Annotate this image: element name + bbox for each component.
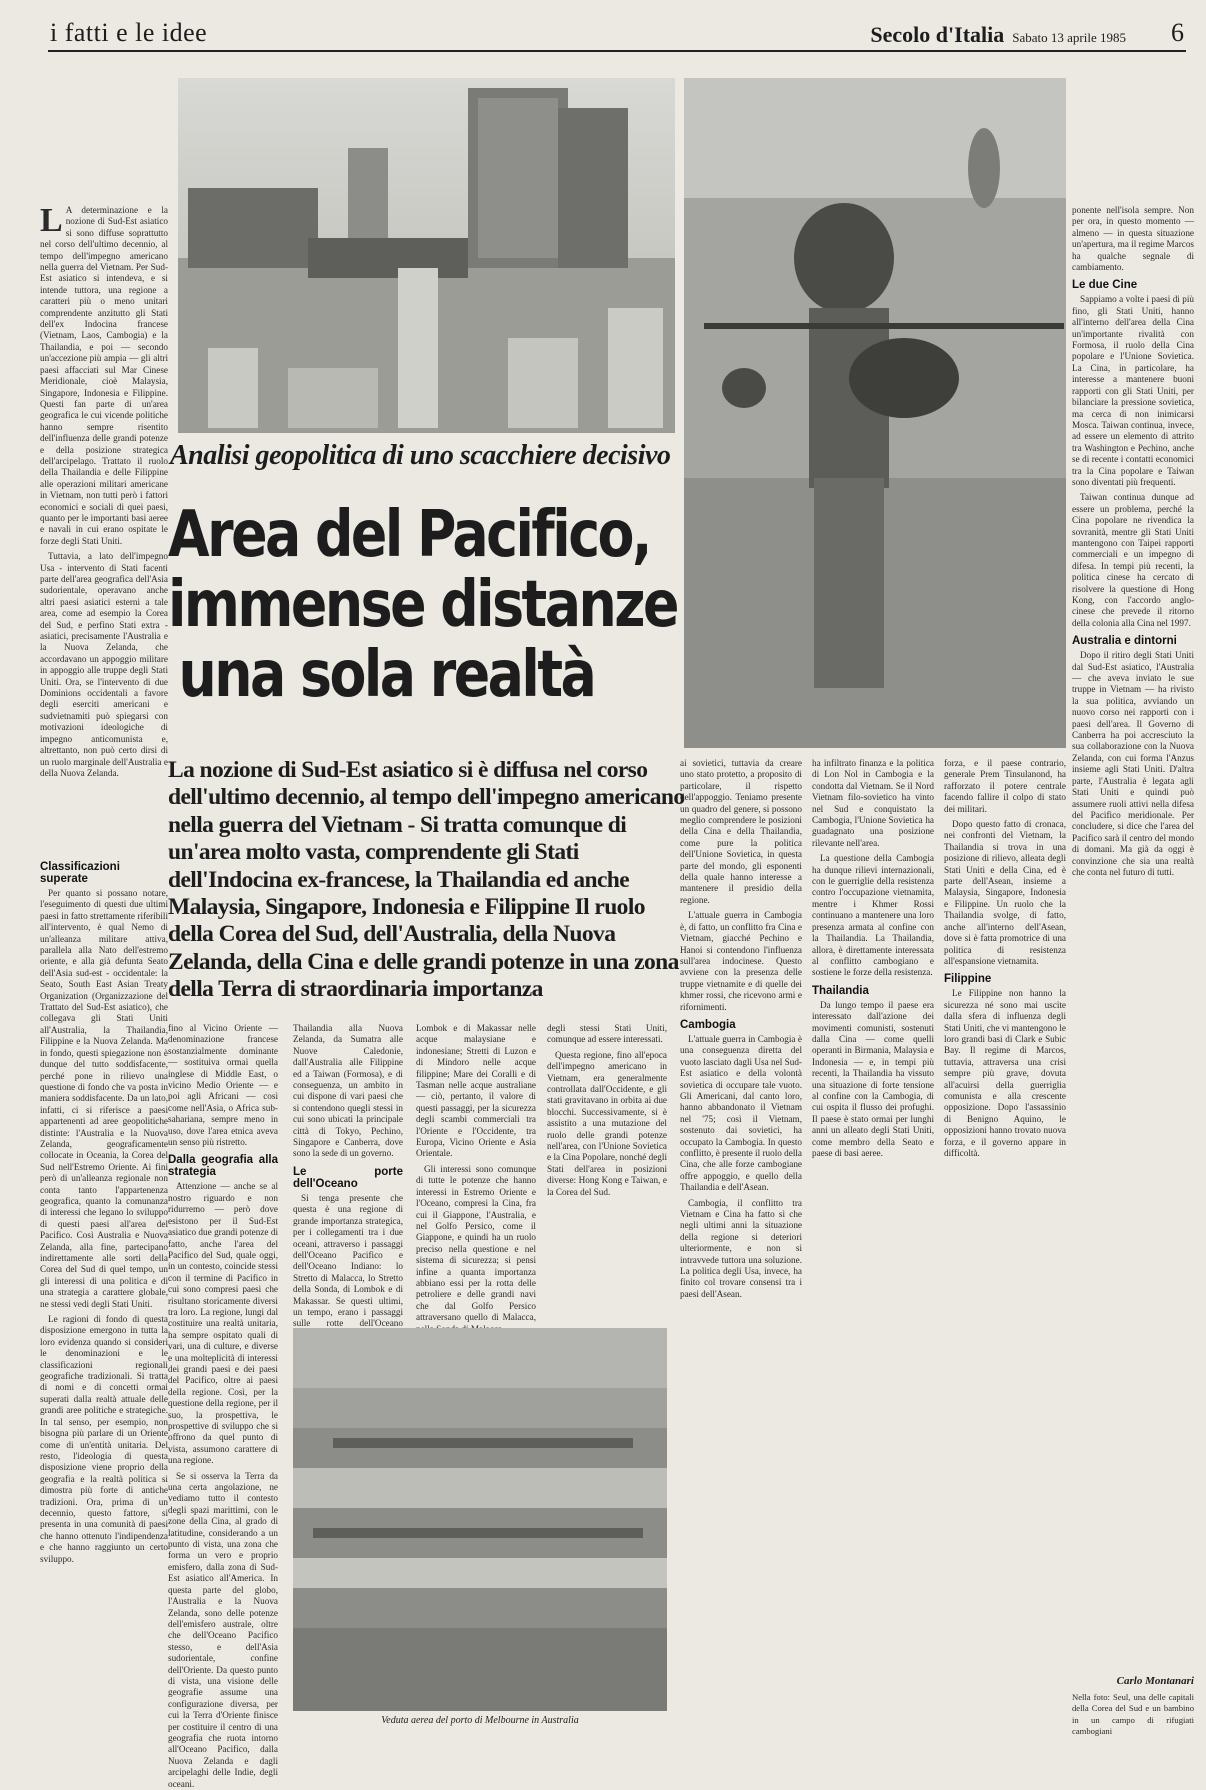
col5-text: degli stessi Stati Uniti, comunque ad essere interessati.: [547, 1023, 667, 1045]
col8-b: Dopo questo fatto di cronaca, nei confronti del Vietnam, la Thailandia si trova in una posizione di rilievo, alleata degli Stati Uniti e della Cina, ed è parte dell'Asean, insieme a Malaysia, Singapore, Indonesia e Filippine. Un ruolo che la Thailandia svolge, di fatto, anche all'interno dell'Asean, dove si è fatta promotrice di una politica di resistenza all'espansione vietnamita.: [944, 819, 1066, 966]
col2-c: Se si osserva la Terra da una certa angolazione, ne vediamo tutto il contesto degli spazi marittimi, con le zone della Cina, al grado di latitudine, considerando a un punto di vista, una zona che forma un vero e proprio emisfero, dalla zona di Sud-Est asiatico all'America. In questa parte del globo, l'Australia e la Nuova Zelanda, sono delle potenze dell'emisfero australe, oltre che dell'Oceano Pacifico stesso, e dell'Asia sudorientale, confine dell'Oriente. Da questo punto di vista, una visione delle geografie assume una configurazione diversa, per cui la Terra d'Oriente finisce per costituire il centro di una geografia che ruota intorno all'Oceano Pacifico, dalla Nuova Zelanda e dagli arcipelaghi delle Indie, degli oceani.: [168, 1470, 278, 1789]
subhead-cambogia: Cambogia: [680, 1018, 736, 1031]
page-number: 6: [1171, 18, 1184, 47]
subhead-duecine: Le due Cine: [1072, 279, 1138, 292]
col7-c: Da lungo tempo il paese era interessato dall'azione dei movimenti comunisti, sostenuti dalla Cina — come quelli operanti in Birmania, Malaysia e Indonesia — e, in tempi più recenti, la Thailandia ha vissuto una situazione di forte tensione al confine con la Cambogia, di cui ospita il flusso dei profughi. Il paese è stato ormai per lunghi anni un alleato degli Stati Uniti, come membro della Seato e paese di basi aeree.: [812, 999, 934, 1158]
byline: Carlo Montanari: [1116, 1675, 1194, 1687]
photo-melbourne-port-image: [293, 1328, 667, 1711]
column-9: [1072, 205, 1194, 1670]
col1-intro: A determinazione e la nozione di Sud-Est asiatico si sono diffuse soprattutto nel corso dell'ultimo decennio, al tempo dell'impegno americano nella guerra del Vietnam. Per Sud-Est asiatico si intendeva, e si intende tuttora, una regione a caratteri più o meno unitari comprendente anzitutto gli Stati dell'ex Indocina francese (Vietnam, Laos, Cambogia) e la Thailandia, e poi — secondo un'accezione più ampia — gli altri paesi affacciati sul Mar Cinese Meridionale, cioè Malaysia, Singapore, Indonesia e Filippine. Questi fan parte di un'area geografica le cui vicende politiche hanno sempre risentito dell'influenza delle grandi potenze e della posizione strategica dell'arcipelago. Trattato il ruolo della Thailandia e delle Filippine alle operazioni militari americane in Vietnam, non tutti però i fattori economici e sociali di quei paesi, quanto per le importanti basi aeree e navali in cui erano ospitate le forze degli Stati Uniti.: [40, 205, 168, 546]
column-1: [40, 202, 168, 850]
photo-melbourne-port: [293, 1328, 667, 1711]
col2-text: fino al Vicino Oriente — denominazione francese sostanzialmente dominante — sostituiva ormai quella inglese di Middle East, o vicino Medio Oriente — e poi agli Africani — così come nell'Asia, o Africa sub-sahariana, sempre meno in uso, dove l'area etnica aveva un senso più ristretto.: [168, 1023, 278, 1148]
col8-text: forza, e il paese contrario, generale Prem Tinsulanond, ha rafforzato il potere centrale facendo fallire il colpo di stato dei militari.: [944, 758, 1066, 814]
headline-line-2: immense distanze: [168, 568, 677, 642]
subhead-australia: Australia e dintorni: [1072, 635, 1177, 648]
column-1b: [40, 855, 168, 1735]
column-6: [680, 758, 802, 1735]
col7-b: La questione della Cambogia ha dunque rilievi internazionali, con le guerriglie della resistenza contro l'occupazione vietnamita, mentre i Khmer Rossi continuano a mantenere una loro presenza armata al confine con la Thailandia. La Thailandia, allora, è direttamente interessata al conflitto cambogiano e sostiene le forze della resistenza.: [812, 853, 934, 978]
col3-b: Si tenga presente che questa è una regione di grande importanza strategica, per i collegamenti tra i due oceani, attraverso i passaggi dell'Oceano Pacifico e dell'Oceano Indiano: lo Stretto di Malacca, lo Stretto della Sonda, di Lombok e di Makassar. Se questi ultimi, un tempo, erano i passaggi sulle rotte dell'Oceano: [293, 1192, 403, 1329]
col9-text: ponente nell'isola sempre. Non per ora, in questo momento — almeno — in questa situazione un'apertura, ma il regime Marcos ha qualche segnale di cambiamento.: [1072, 205, 1194, 273]
headline-line-3: una sola realtà: [178, 638, 595, 712]
column-5: [547, 1023, 667, 1318]
column-7: [812, 758, 934, 1735]
photo-seoul-image: [178, 78, 675, 433]
col9-c: Taiwan continua dunque ad essere un problema, perché la Cina popolare ne rivendica la sovranità, mentre gli Stati Uniti mantengono con Taipei rapporti commerciali e un impegno di difesa. In tempi più recenti, la politica cinese ha cercato di risolvere la questione di Hong Kong, con l'accordo anglo-cinese che prevede il ritorno della colonia alla Cina nel 1997.: [1072, 492, 1194, 628]
article-headline: [168, 498, 677, 712]
subhead-classificazioni: Classificazioni superate: [40, 861, 120, 885]
col9-b: Sappiamo a volte i paesi di più fino, gli Stati Uniti, hanno all'interno dell'area della Cina un'importante rivalità con Formosa, il ruolo della Cina popolare e l'Unione Sovietica. La Cina, in particolare, ha interesse a mantenere buoni rapporti con gli Stati Uniti, per bilanciare la pressione sovietica, ma cerca di non inimicarsi Mosca. Taiwan continua, invece, ad essere un elemento di attrito tra Washington e Pechino, anche se di recente i contatti economici tra la Cina popolare e Taiwan sono diventati più frequenti.: [1072, 294, 1194, 487]
col3-text: Thailandia alla Nuova Zelanda, da Sumatra alle Nuove Caledonie, dall'Australia alle Filippine ed a Taiwan (Formosa), e di conseguenza, un ambito in cui dispone di vari paesi che si contendono quegli stessi in cui sono ubicati la principale città di Tokyo, Pechino, Singapore e Canberra, dove sono la sede di un governo.: [293, 1023, 403, 1159]
col1-b: Per quanto si possano notare, l'eseguimento di questi due ultimi paesi in fatto strettamente riferibili all'intervento, è qual Nemo di un'alleanza militare attiva, parallela alla Nato dell'estremo oriente, e alla già defunta Seato dell'Asia sud-est - occidentale: la Seato, South East Asian Treaty Organization (Organizzazione del Trattato del Sud-Est asiatico), che collegava gli Stati Uniti all'Australia, la Thailandia, Filippine e la Nuova Zelanda. Ma in fondo, questi spiegazione non è dunque del tutto soddisfacente, perché pone in rilievo una questione di fondo che va posta in maniera soddisfacente. Da un lato, infatti, ci si riferisce a paesi appartenenti ad aree geopolitiche distinte: l'Australia e la Nuova Zelanda, geograficamente collocate in Oceania, la Corea del Sud nell'Estremo Oriente. Ai fini però di un'alleanza regionale non conta tanto l'appartenenza geografica, quanto la comunanza di interessi che legano lo sviluppo di questi paesi all'area del Pacifico. Così Australia e Nuova Zelanda, alla fine, partecipano indirettamente alle sorti della Corea del Sud di quel tempo, un gli interessi di una politica e di una strategia a carattere globale, ne stessi vedi degli Stati Uniti.: [40, 888, 168, 1309]
photo-refugee-child: [684, 78, 1066, 748]
subhead-thailandia: Thailandia: [812, 984, 869, 997]
col9-d: Dopo il ritiro degli Stati Uniti dal Sud-Est asiatico, l'Australia — che aveva inviato le sue truppe in Vietnam — ha rivisto la sua politica, avviando un nuovo corso nei rapporti con i paesi dell'area. Il Governo di Canberra ha poi accresciuto la sua collaborazione con la Nuova Zelanda, con cui forma l'Anzus insieme agli Stati Uniti. D'altra parte, l'Australia è legata agli Stati Uniti e quindi può assumere ruoli attivi nella difesa del Pacifico meridionale. Per concludere, si dice che l'area del Pacifico sarà il centro del mondo di domani. Ma già da oggi è convinzione che sia una realtà che conta nel futuro di tutti.: [1072, 650, 1194, 877]
header-rule: [48, 50, 1186, 52]
col2-b: Attenzione — anche se al nostro riguardo e non ridurremo — però dove esistono per il Sud-Est asiatico due grandi potenze di fatto, anche l'area del Pacifico del Sud, quale oggi, in un contesto, coincide stessi con il termine di Pacifico in cui sono compresi paesi che risultano storicamente diversi tra loro. La regione, lungi dal costituire una realtà unitaria, ha sempre ospitato quali di vari, una di culture, e diverse e una molteplicità di interessi dei grandi paesi e dei paesi del Pacifico, oltre ai paesi della regione. Così, per la questione della regione, per il suo, la prospettiva, le prospettive di sviluppo che si offrono da quel punto di vista, assumono carattere di una regione.: [168, 1181, 278, 1466]
article-subhead: La nozione di Sud-Est asiatico si è diffusa nel corso dell'ultimo decennio, al tempo dell'impegno americano nella guerra del Vietnam - Si tratta comunque di un'area molto vasta, comprendente gli Stati dell'Indocina ex-francese, la Thailandia ed anche Malaysia, Singapore, Indonesia e Filippine Il ruolo della Corea del Sud, dell'Australia, della Nuova Zelanda, della Cina e delle grandi potenze in una zona della Terra di straordinaria importanza: [168, 757, 685, 1003]
headline-line-1: Area del Pacifico,: [168, 498, 650, 572]
dropcap: L: [40, 202, 63, 239]
col6-text: ai sovietici, tuttavia da creare uno stato protetto, a proposito di particolare, il rispetto dell'appoggio. Teniamo presente un quadro del genere, si possono meglio comprendere le posizioni della Cina e della Thailandia, come pure la politica dell'Unione Sovietica, in questa parte del mondo, gli esponenti della quale hanno interesse a mantenere il presidio della regione.: [680, 758, 802, 905]
column-2: [168, 1023, 278, 1789]
section-title: i fatti e le idee: [50, 18, 208, 47]
masthead: [870, 22, 1126, 48]
photo-caption: Veduta aerea del porto di Melbourne in Australia: [381, 1715, 579, 1726]
article-kicker: Analisi geopolitica di uno scacchiere decisivo: [170, 440, 671, 471]
subhead-geografia: Dalla geografia alla strategia: [168, 1154, 278, 1179]
col8-c: Le Filippine non hanno la sicurezza né sono mai uscite dalla sfera di influenza degli Stati Uniti, che vi mantengono le loro grandi basi di Clark e Subic Bay. Il regime di Marcos, tuttavia, attraversa una crisi sempre più grave, dovuta all'acuirsi della guerriglia comunista e alla crescente opposizione. Dopo l'assassinio di Benigno Aquino, le opposizioni hanno trovato nuova forza, e il governo appare in difficoltà.: [944, 988, 1066, 1158]
column-8: [944, 758, 1066, 1735]
col7-text: ha infiltrato finanza e la politica di Lon Nol in Cambogia e la condotta dal Vietnam. Se il Nord Vietnam filo-sovietico ha vinto nel Sud e conquistato la Cambogia, l'Unione Sovietica ha guadagnato una posizione rilevante nell'area.: [812, 758, 934, 848]
col6-b: L'attuale guerra in Cambogia è, di fatto, un conflitto fra Cina e Vietnam, giacché Pechino e Hanoi si contendono l'influenza sull'area indocinese. Questo avviene con la presenza delle truppe vietnamite e di quelle dei khmer rossi, che ricevono armi e rifornimenti.: [680, 910, 802, 1012]
subhead-porte: Le porte dell'Oceano: [293, 1165, 403, 1190]
column-3: [293, 1023, 403, 1329]
col4-b: Gli interessi sono comunque di tutte le potenze che hanno interessi in Estremo Oriente e l'Oceano, compresi la Cina, fra cui il Giappone, l'Australia, e nel Golfo Persico, come il Giappone, e quindi ha un ruolo preciso nella questione e nel sistema di sicurezza; si pensi infine a quanta importanza abbiano essi per la rotta delle petroliere e delle grandi navi che dal Golfo Persico attraversano quello di Malacca,: [416, 1163, 536, 1323]
photo-seoul: [178, 78, 675, 433]
col6-c: Cambogia, il conflitto tra Vietnam e Cina ha fatto sì che negli ultimi anni la situazione della regione si deteriori ulteriormente, e non si intravvede tuttora una soluzione. La politica degli Usa, invece, ha finito col trovare consensi tra i paesi dell'Asean.: [680, 1197, 802, 1299]
masthead-title: Secolo d'Italia: [870, 22, 1005, 47]
photo-refugee-child-image: [684, 78, 1066, 748]
issue-date: Sabato 13 aprile 1985: [1012, 30, 1126, 45]
col5-b: Questa regione, fino all'epoca dell'impegno americano in Vietnam, era generalmente controllata dall'Occidente, e gli stati gravitavano in orbita ai due blocchi. Successivamente, si è assistito a una mutazione del ruolo delle grandi potenze nell'area, con l'Unione Sovietica e la Cina Popolare, nonché degli Stati dell'area in posizioni diverse: Hong Kong e Taiwan, e la Corea del Sud.: [547, 1049, 667, 1197]
col1-second: Tuttavia, a lato dell'impegno Usa - intervento di Stati facenti parte dell'area geografica dell'Asia sudorientale, operavano anche altri paesi asiatici esterni a tale area, come ad esempio la Corea del Sud, e perfino Stati extra - asiatici, precisamente l'Australia e la Nuova Zelanda, che accordavano un appoggio militare in appoggio alle truppe degli Stati Uniti. Ora, se l'intervento di due Dominions occidentali a favore degli eserciti americani e sudvietnamiti può spiegarsi con motivazioni ideologiche di impegno anticomunista e, altrettanto, non può certo dirsi di un ruolo marginale dell'Australia e della Nuova Zelanda.: [40, 551, 168, 778]
col5-c: L'attuale guerra in Cambogia è una conseguenza diretta del vuoto lasciato dagli Usa nel Sud-Est asiatico e della volontà sovietica di occupare tale vuoto. Gli Americani, dal canto loro, hanno abbandonato il Vietnam nel '75; così il Vietnam, sostenuto dai sovietici, ha occupato la Cambogia. In questo conflitto, è presente il ruolo della Cina, che alle forze cambogiane offre appoggio, e quello della Thailandia e dell'Asean.: [680, 1033, 802, 1193]
photo-note: Nella foto: Seul, una delle capitali della Corea del Sud e un bambino in un campo di rifugiati cambogiani: [1072, 1692, 1194, 1737]
col4-text: Lombok e di Makassar nelle acque malaysiane e indonesiane; Stretti di Luzon e di Mindoro nelle acque filippine; Mare dei Coralli e di Tasman nelle acque australiane — ciò, pertanto, il valore di questi passaggi, per la sicurezza degli scambi commerciali tra l'Oriente e l'Occidente, tra Europa, Vicino Oriente e Asia Orientale.: [416, 1023, 536, 1159]
subhead-filippine: Filippine: [944, 973, 992, 986]
column-4: [416, 1023, 536, 1323]
col1-c: Le ragioni di fondo di questa disposizione emergono in tutta la loro evidenza quando si consideri le denominazioni e le classificazioni regionali geografiche tradizionali. Si tratta di nomi e di concetti ormai superati dalla realtà attuale delle grandi aree politiche e strategiche. In tal senso, per esempio, non bisogna più parlare di un Oriente come di un'entità unitaria. Del resto, l'ideologia di questa disposizione viene proprio della geografia e la realtà politica si dimostra più forte di antiche tradizioni. Ora, prima di un decennio, questo fattore, si presenta in una comunità di paesi che hanno ottenuto l'indipendenza e che hanno raggiunto un certo sviluppo.: [40, 1314, 168, 1564]
